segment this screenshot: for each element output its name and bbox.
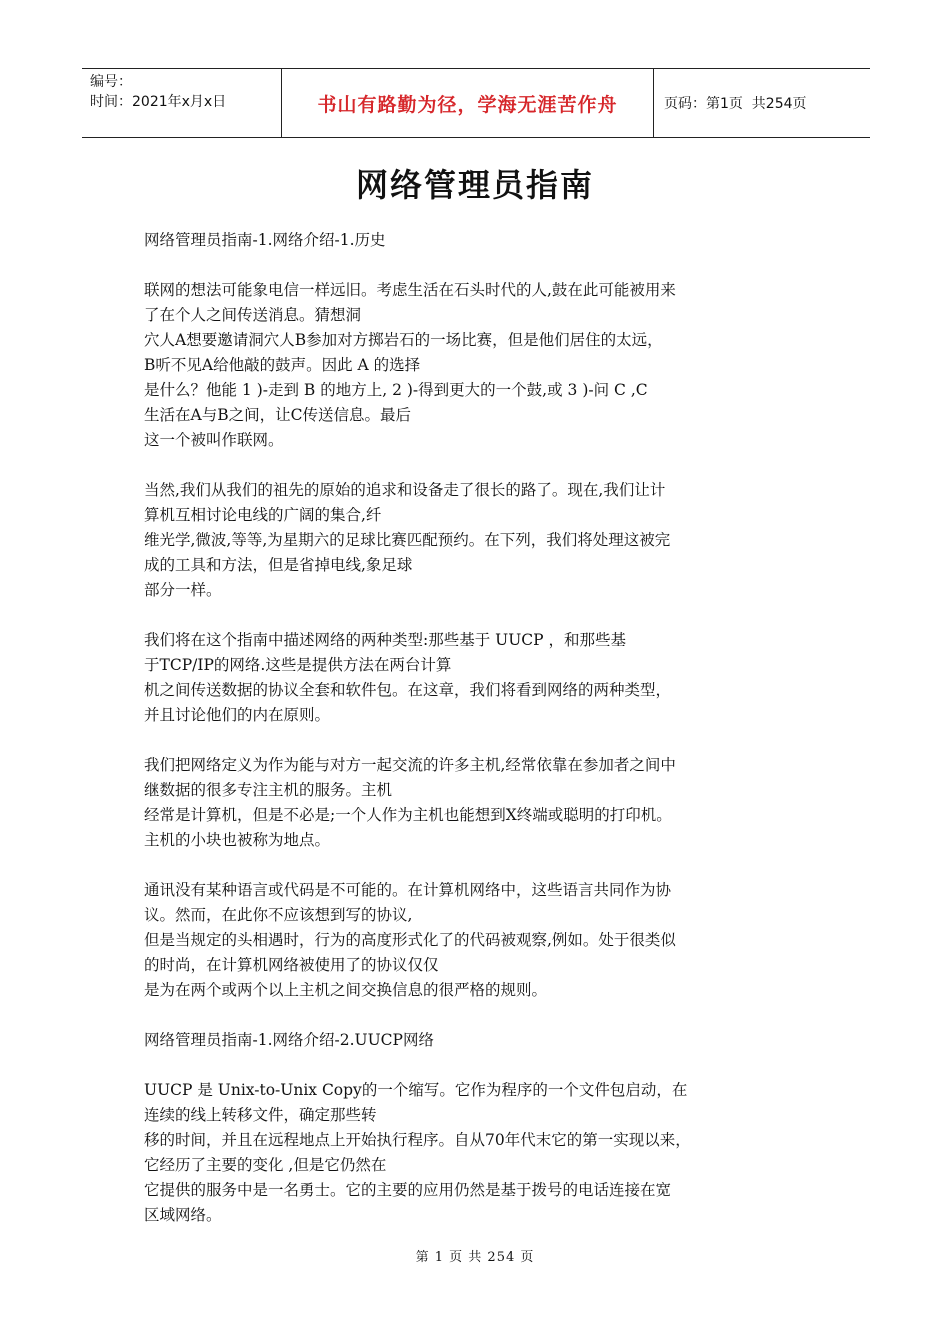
text-line: 经常是计算机，但是不必是;一个人作为主机也能想到X终端或聪明的打印机。 xyxy=(144,806,672,824)
paragraph xyxy=(144,278,814,453)
text-line: 主机的小块也被称为地点。 xyxy=(144,831,331,849)
text-line: 网络管理员指南-1.网络介绍-2.UUCP网络 xyxy=(144,1031,434,1049)
header-motto-cell xyxy=(282,69,654,137)
text-line: UUCP 是 Unix-to-Unix Copy的一个缩写。它作为程序的一个文件包启动，在 xyxy=(144,1081,688,1099)
paragraph xyxy=(144,1078,814,1228)
text-line: 维光学,微波,等等,为星期六的足球比赛匹配预约。在下列，我们将处理这被完 xyxy=(144,531,671,549)
text-line: 它提供的服务中是一名勇士。它的主要的应用仍然是基于拨号的电话连接在宽 xyxy=(144,1181,672,1199)
document-body xyxy=(144,228,814,1253)
paragraph xyxy=(144,478,814,603)
text-line: 穴人A想要邀请洞穴人B参加对方掷岩石的一场比赛，但是他们居住的太远， xyxy=(144,331,663,349)
document-number-label: 编号： xyxy=(90,74,132,90)
text-line: 移的时间，并且在远程地点上开始执行程序。自从70年代末它的第一实现以来， xyxy=(144,1131,691,1149)
text-line: 于TCP/IP的网络.这些是提供方法在两台计算 xyxy=(144,656,452,674)
text-line: 连续的线上转移文件，确定那些转 xyxy=(144,1106,377,1124)
text-line: 我们把网络定义为作为能与对方一起交流的许多主机,经常依靠在参加者之间中 xyxy=(144,756,676,774)
header-page-cell xyxy=(654,69,870,137)
page-footer: 第 1 页 共 254 页 xyxy=(415,1250,535,1265)
text-line: 了在个人之间传送消息。猜想洞 xyxy=(144,306,362,324)
header-motto: 书山有路勤为径，学海无涯苦作舟 xyxy=(317,93,618,116)
text-line: 当然,我们从我们的祖先的原始的追求和设备走了很长的路了。现在,我们让计 xyxy=(144,481,666,499)
paragraph xyxy=(144,753,814,853)
text-line: 算机互相讨论电线的广阔的集合,纤 xyxy=(144,506,382,524)
text-line: 是为在两个或两个以上主机之间交换信息的很严格的规则。 xyxy=(144,981,548,999)
text-line: B听不见A给他敲的鼓声。因此 A 的选择 xyxy=(144,356,421,374)
text-line: 部分一样。 xyxy=(144,581,222,599)
paragraph xyxy=(144,628,814,728)
text-line: 是什么？他能 1 )-走到 B 的地方上, 2 )-得到更大的一个鼓,或 3 )-问 C ,C xyxy=(144,381,648,399)
document-title: 网络管理员指南 xyxy=(355,166,594,204)
text-line: 议。然而，在此你不应该想到写的协议, xyxy=(144,906,413,924)
paragraph xyxy=(144,1028,814,1053)
document-time-label: 时间：2021年x月x日 xyxy=(90,94,227,110)
text-line: 的时尚，在计算机网络被使用了的协议仅仅 xyxy=(144,956,439,974)
text-line: 它经历了主要的变化 ,但是它仍然在 xyxy=(144,1156,387,1174)
paragraph xyxy=(144,228,814,253)
text-line: 机之间传送数据的协议全套和软件包。在这章，我们将看到网络的两种类型， xyxy=(144,681,672,699)
page-header xyxy=(82,68,870,138)
text-line: 继数据的很多专注主机的服务。主机 xyxy=(144,781,393,799)
text-line: 但是当规定的头相遇时，行为的高度形式化了的代码被观察,例如。处于很类似 xyxy=(144,931,676,949)
text-line: 生活在A与B之间，让C传送信息。最后 xyxy=(144,406,411,424)
text-line: 并且讨论他们的内在原则。 xyxy=(144,706,331,724)
text-line: 我们将在这个指南中描述网络的两种类型:那些基于 UUCP ，和那些基 xyxy=(144,631,626,649)
text-line: 通讯没有某种语言或代码是不可能的。在计算机网络中，这些语言共同作为协 xyxy=(144,881,672,899)
header-page-label: 页码：第1页 共254页 xyxy=(664,96,807,112)
paragraph xyxy=(144,878,814,1003)
text-line: 网络管理员指南-1.网络介绍-1.历史 xyxy=(144,231,386,249)
header-meta-cell xyxy=(82,69,282,137)
text-line: 这一个被叫作联网。 xyxy=(144,431,284,449)
text-line: 区域网络。 xyxy=(144,1206,222,1224)
text-line: 联网的想法可能象电信一样远旧。考虑生活在石头时代的人,鼓在此可能被用来 xyxy=(144,281,676,299)
text-line: 成的工具和方法，但是省掉电线,象足球 xyxy=(144,556,413,574)
